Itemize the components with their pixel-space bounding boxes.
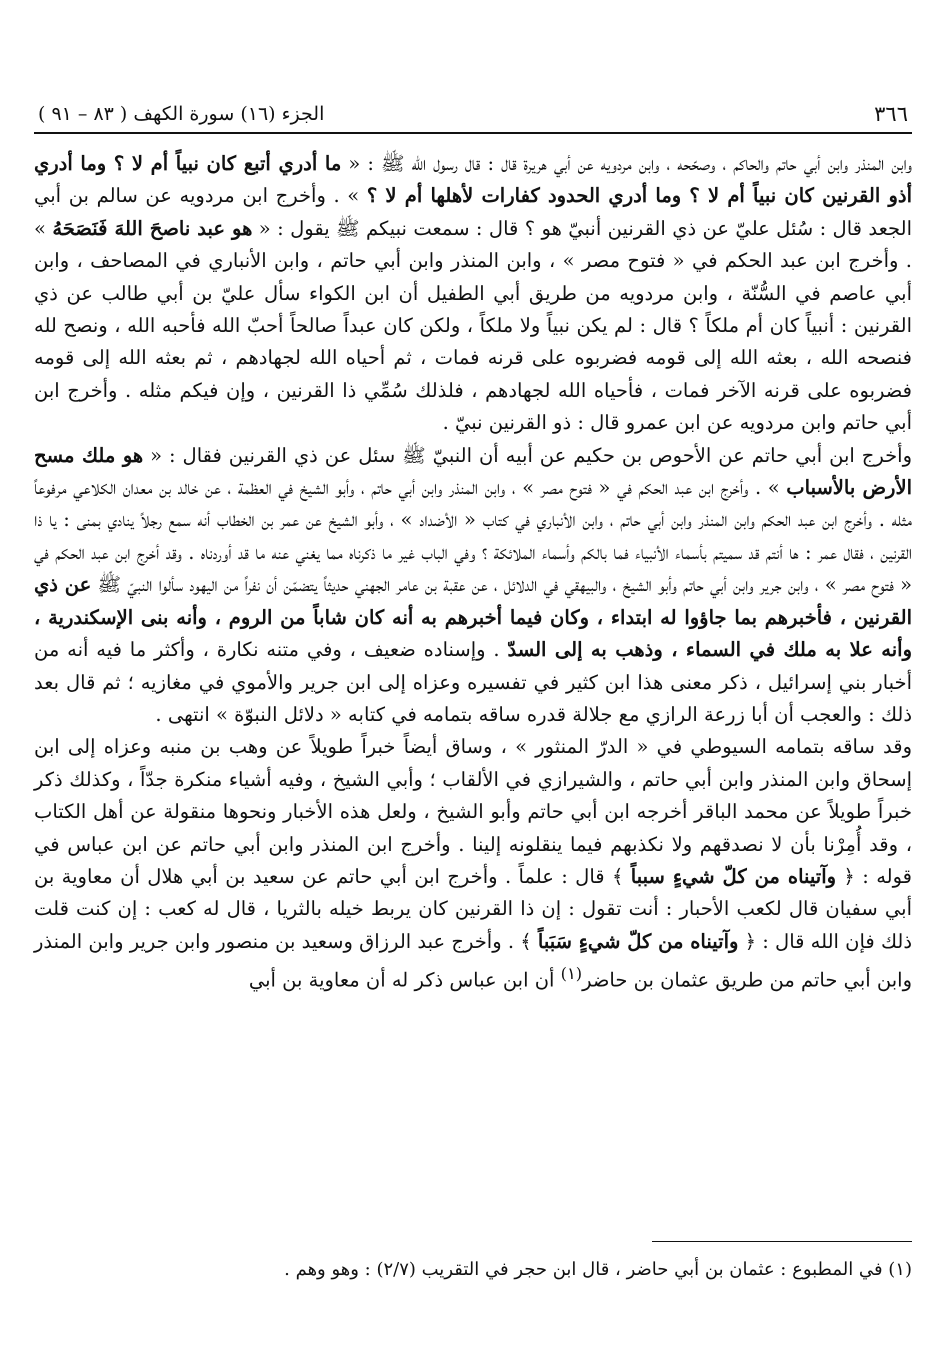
text-span: ﴾ قال : علماً . وأخرج ابن أبي حاتم عن سعيد بن أبي هلال أن معاوية بن أبي سفيان قال لكعب الأحبار : أنت تقول : إن ذا القرنين كان يربط خيله بالثريا ، قال له كعب : إن كنت قلت ذلك فإن الله قال : ﴿ [34, 864, 913, 953]
text-span: أن ابن عباس ذكر له أن معاوية بن أبي [248, 968, 561, 992]
hadith-text: هو عبد ناصحَ اللهَ فَنَصَحَهُ [52, 216, 253, 240]
footnote-rule [652, 1241, 912, 1242]
hadith-text: عن ذي القرنين ، فأخبرهم بما جاؤوا له ابتداء ، وكان فيما أخبرهم به أنه كان شاباً من الروم ، وأنه بنى الإسكندرية ، وأنه علا به ملك في السماء ، وذهب به إلى السدّ [34, 573, 912, 662]
running-header [34, 96, 912, 128]
quran-quote: وآتيناه من كلّ شيءٍ سبباً [630, 864, 837, 888]
text-span: ﴾ . وأخرج عبد الرزاق وسعيد بن منصور وابن جرير وابن المنذر وابن أبي حاتم من طريق عثمان بن حاضر [34, 929, 912, 992]
paragraph-3 [34, 731, 912, 997]
hadith-text: ما أدري أتبع كان نبياً أم لا ؟ وما أدري أذو القرنين كان نبياً أم لا ؟ وما أدري الحدود كفارات لأهلها أم لا ؟ [34, 152, 912, 208]
body-text [34, 148, 912, 997]
footnote-marker: (١) [560, 964, 583, 984]
text-span: » . وأخرج ابن مردويه عن سالم بن أبي الجعد قال : سُئل عليّ عن ذي القرنين أنبيّ هو ؟ قال : سمعت نبيكم ﷺ يقول : « [34, 184, 912, 240]
header-rule [34, 132, 912, 134]
text-span: وقد ساقه بتمامه السيوطي في « الدرّ المنثور » ، وساق أيضاً خبراً طويلاً عن وهب بن منبه وعزاه إلى ابن إسحاق وابن المنذر وابن أبي حاتم ، والشيرازي في الألقاب ؛ وأبي الشيخ ، وفيه أشياء منكرة جدّاً ، وكذلك ذكر خبراً طويلاً عن محمد الباقر أخرجه ابن أبي حاتم وأبو الشيخ ، ولعل هذه الأخبار ونحوها منقولة عن أهل الكتاب ، وقد أُمِرْنا بأن لا نصدقهم ولا نكذبهم فيما ينقلونه إلينا . وأخرج ابن المنذر وابن أبي حاتم عن ابن عباس في قوله : ﴿ [34, 735, 912, 888]
footnote: (١) في المطبوع : عثمان بن أبي حاضر ، قال ابن حجر في التقريب (٢/٧) : وهو وهم . [284, 1259, 912, 1280]
text-span: » . وأخرج ابن عبد الحكم في « فتوح مصر » ، وابن المنذر وابن أبي حاتم ، وابن الأنباري في المصاحف ، وابن أبي عاصم في السُّنّة ، وابن مردويه من طريق أبي الطفيل أن ابن الكواء سأل عليّ بن أبي طالب عن ذي القرنين : أنبياً كان أم ملكاً ؟ قال : لم يكن نبياً ولا ملكاً ، ولكن كان عبداً صالحاً أحبّ الله فأحبه الله ، ونصح لله فنصحه الله ، بعثه الله إلى قومه فضربوه على قرنه فمات ، ثم أحياه الله لجهادهم ، ثم بعثه الله إلى قومه فضربوه على قرنه الآخر فمات ، فأحياه الله لجهادهم ، فلذلك سُمِّي ذا القرنين ، وإن فيكم مثله . وأخرج ابن أبي حاتم وابن مردويه عن ابن عمرو قال : ذو القرنين نبيّ . [34, 216, 912, 435]
quran-quote: وآتيناه من كلّ شيءٍ سَبَباً [537, 929, 739, 953]
text-span: . وإسناده ضعيف ، وفي متنه نكارة ، وأكثر ما فيه أنه من أخبار بني إسرائيل ، ذكر معنى هذا ابن كثير في تفسيره وعزاه إلى ابن جرير والأموي في مغازيه ؛ ثم قال بعد ذلك : والعجب أن أبا زرعة الرازي مع جلالة قدره ساقه بتمامه في كتابه « دلائل النبوّة » انتهى . [34, 638, 912, 726]
page-number: ٣٦٦ [874, 102, 908, 126]
running-title: الجزء (١٦) سورة الكهف ( ٨٣ – ٩١ ) [38, 103, 325, 125]
text-span: » . وأخرج ابن عبد الحكم في « فتوح مصر » ، وابن المنذر وابن أبي حاتم ، وأبو الشيخ في العظمة ، عن خالد بن معدان الكلاعي مرفوعاً مثله . وأخرج ابن عبد الحكم وابن المنذر وابن أبي حاتم ، وابن الأنباري في كتاب « الأضداد » ، وأبو الشيخ عن عمر بن الخطاب أنه سمع رجلاً ينادي بمنى : يا ذا القرنين ، فقال عمر : ها أنتم قد سميتم بأسماء الأنبياء فما بالكم وأسماء الملائكة ؟ وفي الباب غير ما ذكرناه مما يغني عنه ما قد أوردناه . وقد أخرج ابن عبد الحكم في « فتوح مصر » ، وابن جرير وابن أبي حاتم وأبو الشيخ ، والبيهقي في الدلائل ، عن عقبة بن عامر الجهني حديثاً يتضمّن أن نفراً من اليهود سألوا النبيّ ﷺ [34, 476, 913, 597]
text-span: وابن المنذر وابن أبي حاتم والحاكم ، وصحّحه ، وابن مردويه عن أبي هريرة قال : قال رسول الله ﷺ : « [341, 152, 912, 175]
document-page [34, 96, 912, 1346]
hadith-text: هو ملك مسح الأرض بالأسباب [34, 443, 912, 500]
text-span: وأخرج ابن أبي حاتم عن الأحوص بن حكيم عن أبيه أن النبيّ ﷺ سئل عن ذي القرنين فقال : « [143, 443, 912, 467]
paragraph-2 [34, 440, 912, 732]
paragraph-1 [34, 148, 912, 440]
